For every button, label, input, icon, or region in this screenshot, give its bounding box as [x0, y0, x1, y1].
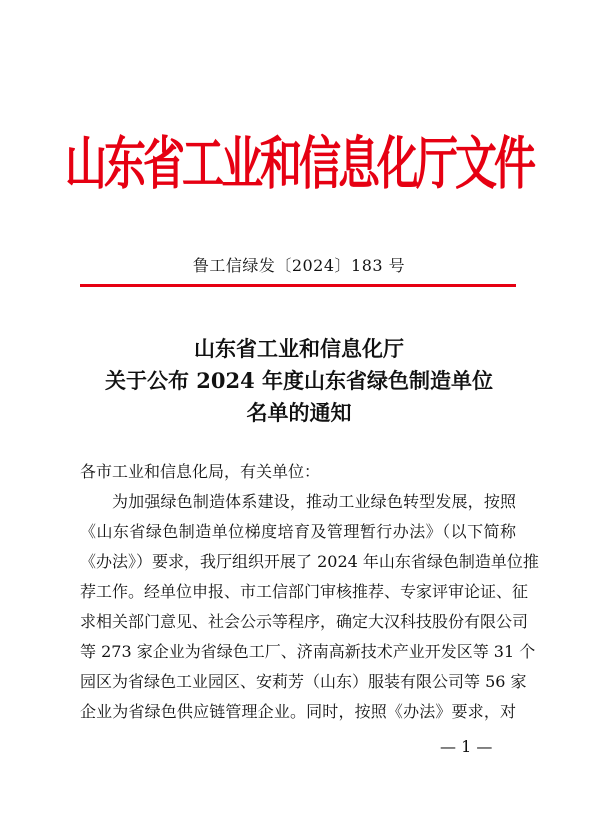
- body-line: 等 273 家企业为省绿色工厂、济南高新技术产业开发区等 31 个: [80, 642, 536, 661]
- red-header-title: 山东省工业和信息化厅文件: [64, 130, 533, 197]
- notice-title-line-1: 山东省工业和信息化厅: [194, 336, 404, 361]
- notice-title-line-3: 名单的通知: [246, 400, 352, 425]
- body-line: 求相关部门意见、社会公示等程序，确定大汉科技股份有限公司: [80, 612, 529, 631]
- notice-title: [0, 333, 598, 429]
- body-line: 荐工作。经单位申报、市工信部门审核推荐、专家评审论证、征: [80, 582, 529, 601]
- salutation: 各市工业和信息化局，有关单位：: [80, 462, 321, 481]
- body-line: 为加强绿色制造体系建设，推动工业绿色转型发展，按照: [112, 492, 516, 511]
- notice-title-line-2: 关于公布 2024 年度山东省绿色制造单位: [104, 368, 494, 393]
- body-line: 《办法》）要求，我厅组织开展了 2024 年山东省绿色制造单位推: [80, 552, 539, 571]
- body-line: 园区为省绿色工业园区、安莉芳（山东）服装有限公司等 56 家: [80, 672, 527, 691]
- body-line: 《山东省绿色制造单位梯度培育及管理暂行办法》（以下简称: [80, 522, 516, 541]
- page-number: — 1 —: [440, 737, 493, 756]
- document-number: 鲁工信绿发〔2024〕183 号: [192, 256, 406, 275]
- red-divider: [80, 284, 516, 287]
- body-line: 企业为省绿色供应链管理企业。同时，按照《办法》要求，对: [80, 702, 516, 721]
